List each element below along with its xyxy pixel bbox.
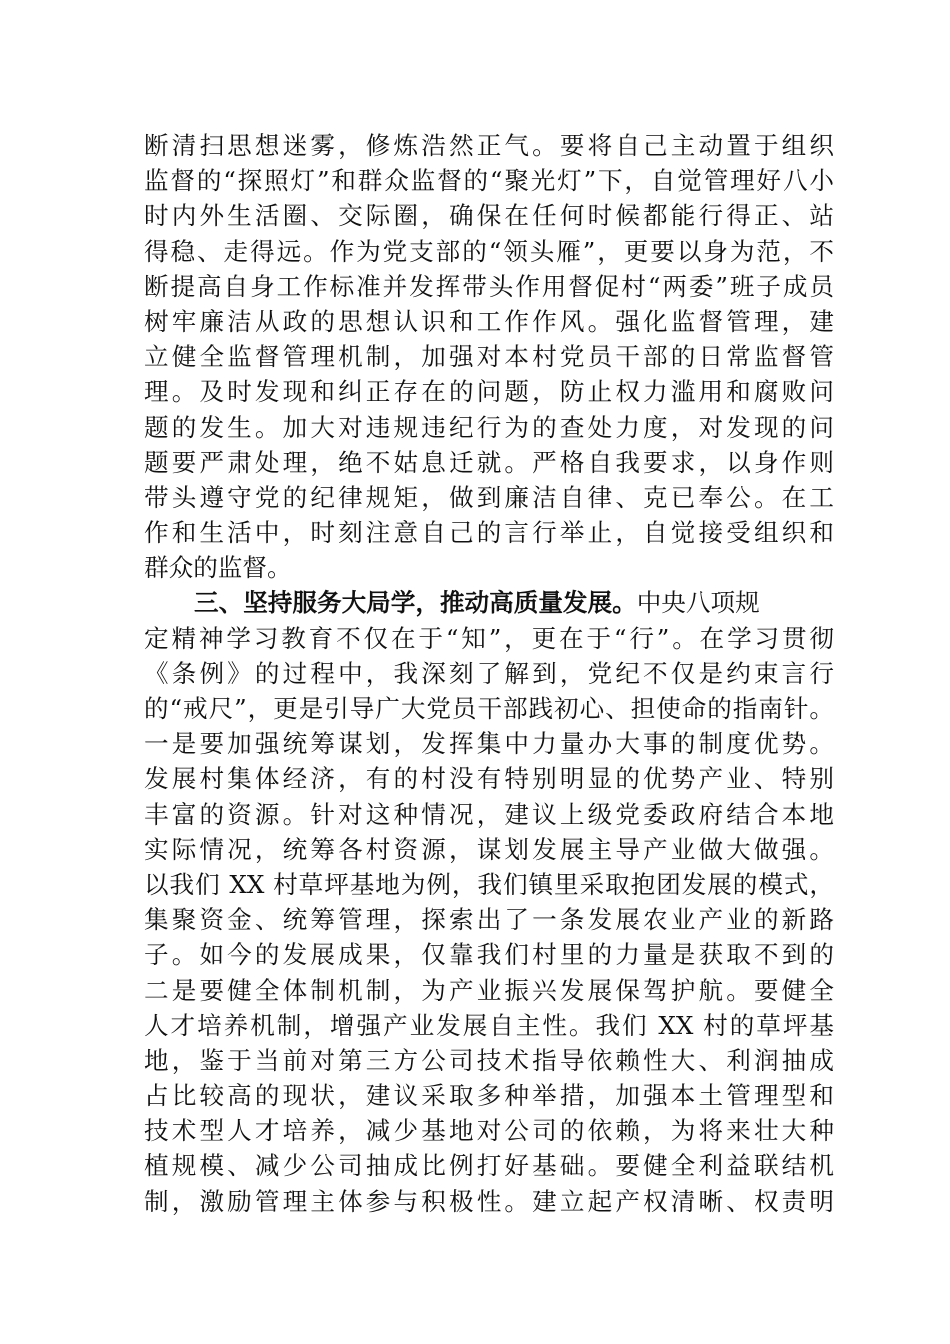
text-line: 技术型人才培养，减少基地对公司的依赖，为将来壮大种 [144,1116,834,1146]
text-line: 丰富的资源。针对这种情况，建议上级党委政府结合本地 [144,799,834,829]
text-line: 树牢廉洁从政的思想认识和工作作风。强化监督管理，建 [144,306,834,336]
text-line: 带头遵守党的纪律规矩，做到廉洁自律、克已奉公。在工 [144,482,834,512]
text-line: 人才培养机制，增强产业发展自主性。我们 XX 村的草坪基 [144,1010,834,1040]
text-line: 时内外生活圈、交际圈，确保在任何时候都能行得正、站 [144,201,834,231]
text-line: 占比较高的现状，建议采取多种举措，加强本土管理型和 [144,1081,834,1111]
document-body [144,128,834,1219]
text-line: 二是要健全体制机制，为产业振兴发展保驾护航。要健全 [144,975,834,1005]
text-line: 题要严肃处理，绝不姑息迁就。严格自我要求，以身作则 [144,447,834,477]
text-line: 理。及时发现和纠正存在的问题，防止权力滥用和腐败问 [144,377,834,407]
text-line: 一是要加强统筹谋划，发挥集中力量办大事的制度优势。 [144,729,834,759]
text-line: 以我们 XX 村草坪基地为例，我们镇里采取抱团发展的模式， [144,869,834,899]
text-line: 《条例》的过程中，我深刻了解到，党纪不仅是约束言行 [144,658,834,688]
text-line: 集聚资金、统筹管理，探索出了一条发展农业产业的新路 [144,905,834,935]
text-line: 得稳、走得远。作为党支部的“领头雁”，更要以身为范，不 [144,236,834,266]
text-line: 植规模、减少公司抽成比例打好基础。要健全利益联结机 [144,1151,834,1181]
section-first-line [144,585,834,620]
text-line: 监督的“探照灯”和群众监督的“聚光灯”下，自觉管理好八小 [144,166,834,196]
text-line: 定精神学习教育不仅在于“知”，更在于“行”。在学习贯彻 [144,623,834,653]
text-line: 题的发生。加大对违规违纪行为的查处力度，对发现的问 [144,412,834,442]
text-line: 子。如今的发展成果，仅靠我们村里的力量是获取不到的 [144,940,834,970]
paragraph-supervision [144,128,834,585]
text-line: 立健全监督管理机制，加强对本村党员干部的日常监督管 [144,342,834,372]
text-line: 发展村集体经济，有的村没有特别明显的优势产业、特别 [144,764,834,794]
section-heading: 三、坚持服务大局学，推动高质量发展。 [194,588,637,618]
text-line: 制，激励管理主体参与积极性。建立起产权清晰、权责明 [144,1186,834,1216]
text-line: 断清扫思想迷雾，修炼浩然正气。要将自己主动置于组织 [144,131,834,160]
text-fragment: 中央八项规 [636,588,760,618]
text-line: 群众的监督。 [144,553,292,583]
text-line: 的“戒尺”，更是引导广大党员干部践初心、担使命的指南针。 [144,694,834,723]
text-line: 作和生活中，时刻注意自己的言行举止，自觉接受组织和 [144,518,834,548]
text-line: 实际情况，统筹各村资源，谋划发展主导产业做大做强。 [144,834,834,864]
text-line: 地，鉴于当前对第三方公司技术指导依赖性大、利润抽成 [144,1045,834,1075]
text-line: 断提高自身工作标准并发挥带头作用督促村“两委”班子成员 [144,271,834,301]
paragraph-development [144,585,834,1218]
